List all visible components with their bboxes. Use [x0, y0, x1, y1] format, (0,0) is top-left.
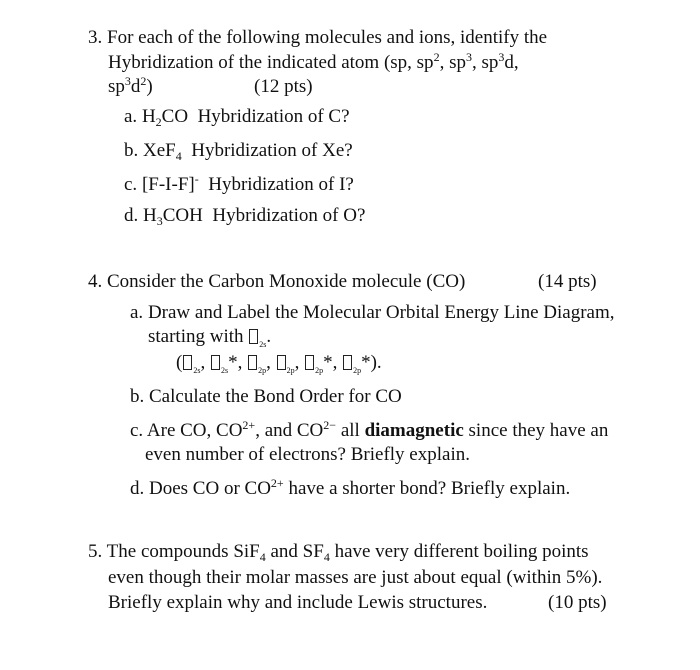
q4-item-c-line-2: even number of electrons? Briefly explain. [145, 444, 470, 465]
q4-item-b: b. Calculate the Bond Order for CO [130, 386, 402, 407]
q3-item-d: d. $H_3COH$ Hybridization of O? [124, 205, 366, 228]
q5-number: 5. [88, 541, 103, 562]
q4-item-c-line-1: c. Are CO, $CO^{2+}$, and $CO^{2-}$ all diamagnetic since they have an [130, 418, 609, 441]
q5-points: (10 pts) [548, 592, 607, 613]
q4-orbital-sequence: ( $_{2s}$, $_{2s}$*, $_{2p}$, $_{2p}$, $_{2p}$*, $_{2p}$*). [176, 352, 382, 375]
orbital-symbol [183, 355, 192, 370]
orbital-symbol [248, 355, 257, 370]
q4-line-1: 4. Consider the Carbon Monoxide molecule (CO) (14 pts) [88, 271, 597, 292]
q4-item-a-line-2: starting with $_{2s}$. [148, 326, 272, 349]
orbital-symbol [305, 355, 314, 370]
q4-points: (14 pts) [538, 271, 597, 292]
q3-item-a: a. $H_2CO$ Hybridization of C? [124, 106, 350, 129]
q3-line-1 [88, 27, 547, 49]
q4-item-a-line-1: a. Draw and Label the Molecular Orbital Energy Line Diagram, [130, 302, 615, 323]
q3-item-b: b. XeF$_4$ Hybridization of Xe? [124, 140, 353, 163]
q4-item-d: d. Does CO or $CO^{2+}$ have a shorter bond? Briefly explain. [130, 476, 571, 499]
q5-line-2: even though their molar masses are just about equal (within 5%). [108, 567, 603, 588]
q3-line-2: Hybridization of the indicated atom (sp, $sp^2$, $sp^3$, $sp^3d$, [108, 50, 519, 73]
q3-line-3: $sp^3d^2$) (12 pts) [108, 74, 313, 97]
orbital-symbol [211, 355, 220, 370]
q3-points: (12 pts) [254, 76, 313, 97]
q3-item-c: c. [F-I-F]- Hybridization of I? [124, 172, 354, 195]
q5-line-3: Briefly explain why and include Lewis structures. (10 pts) [108, 592, 607, 613]
q5-line-1: 5. The compounds SiF$_4$ and $SF_4$ have very different boiling points [88, 541, 589, 564]
orbital-symbol [277, 355, 286, 370]
q4-number: 4. [88, 271, 103, 292]
sigma-orbital-symbol [249, 329, 258, 344]
q3-intro-1: For each of the following molecules and ions, identify the [107, 27, 548, 48]
q3-number: 3. [88, 27, 103, 48]
orbital-symbol [343, 355, 352, 370]
